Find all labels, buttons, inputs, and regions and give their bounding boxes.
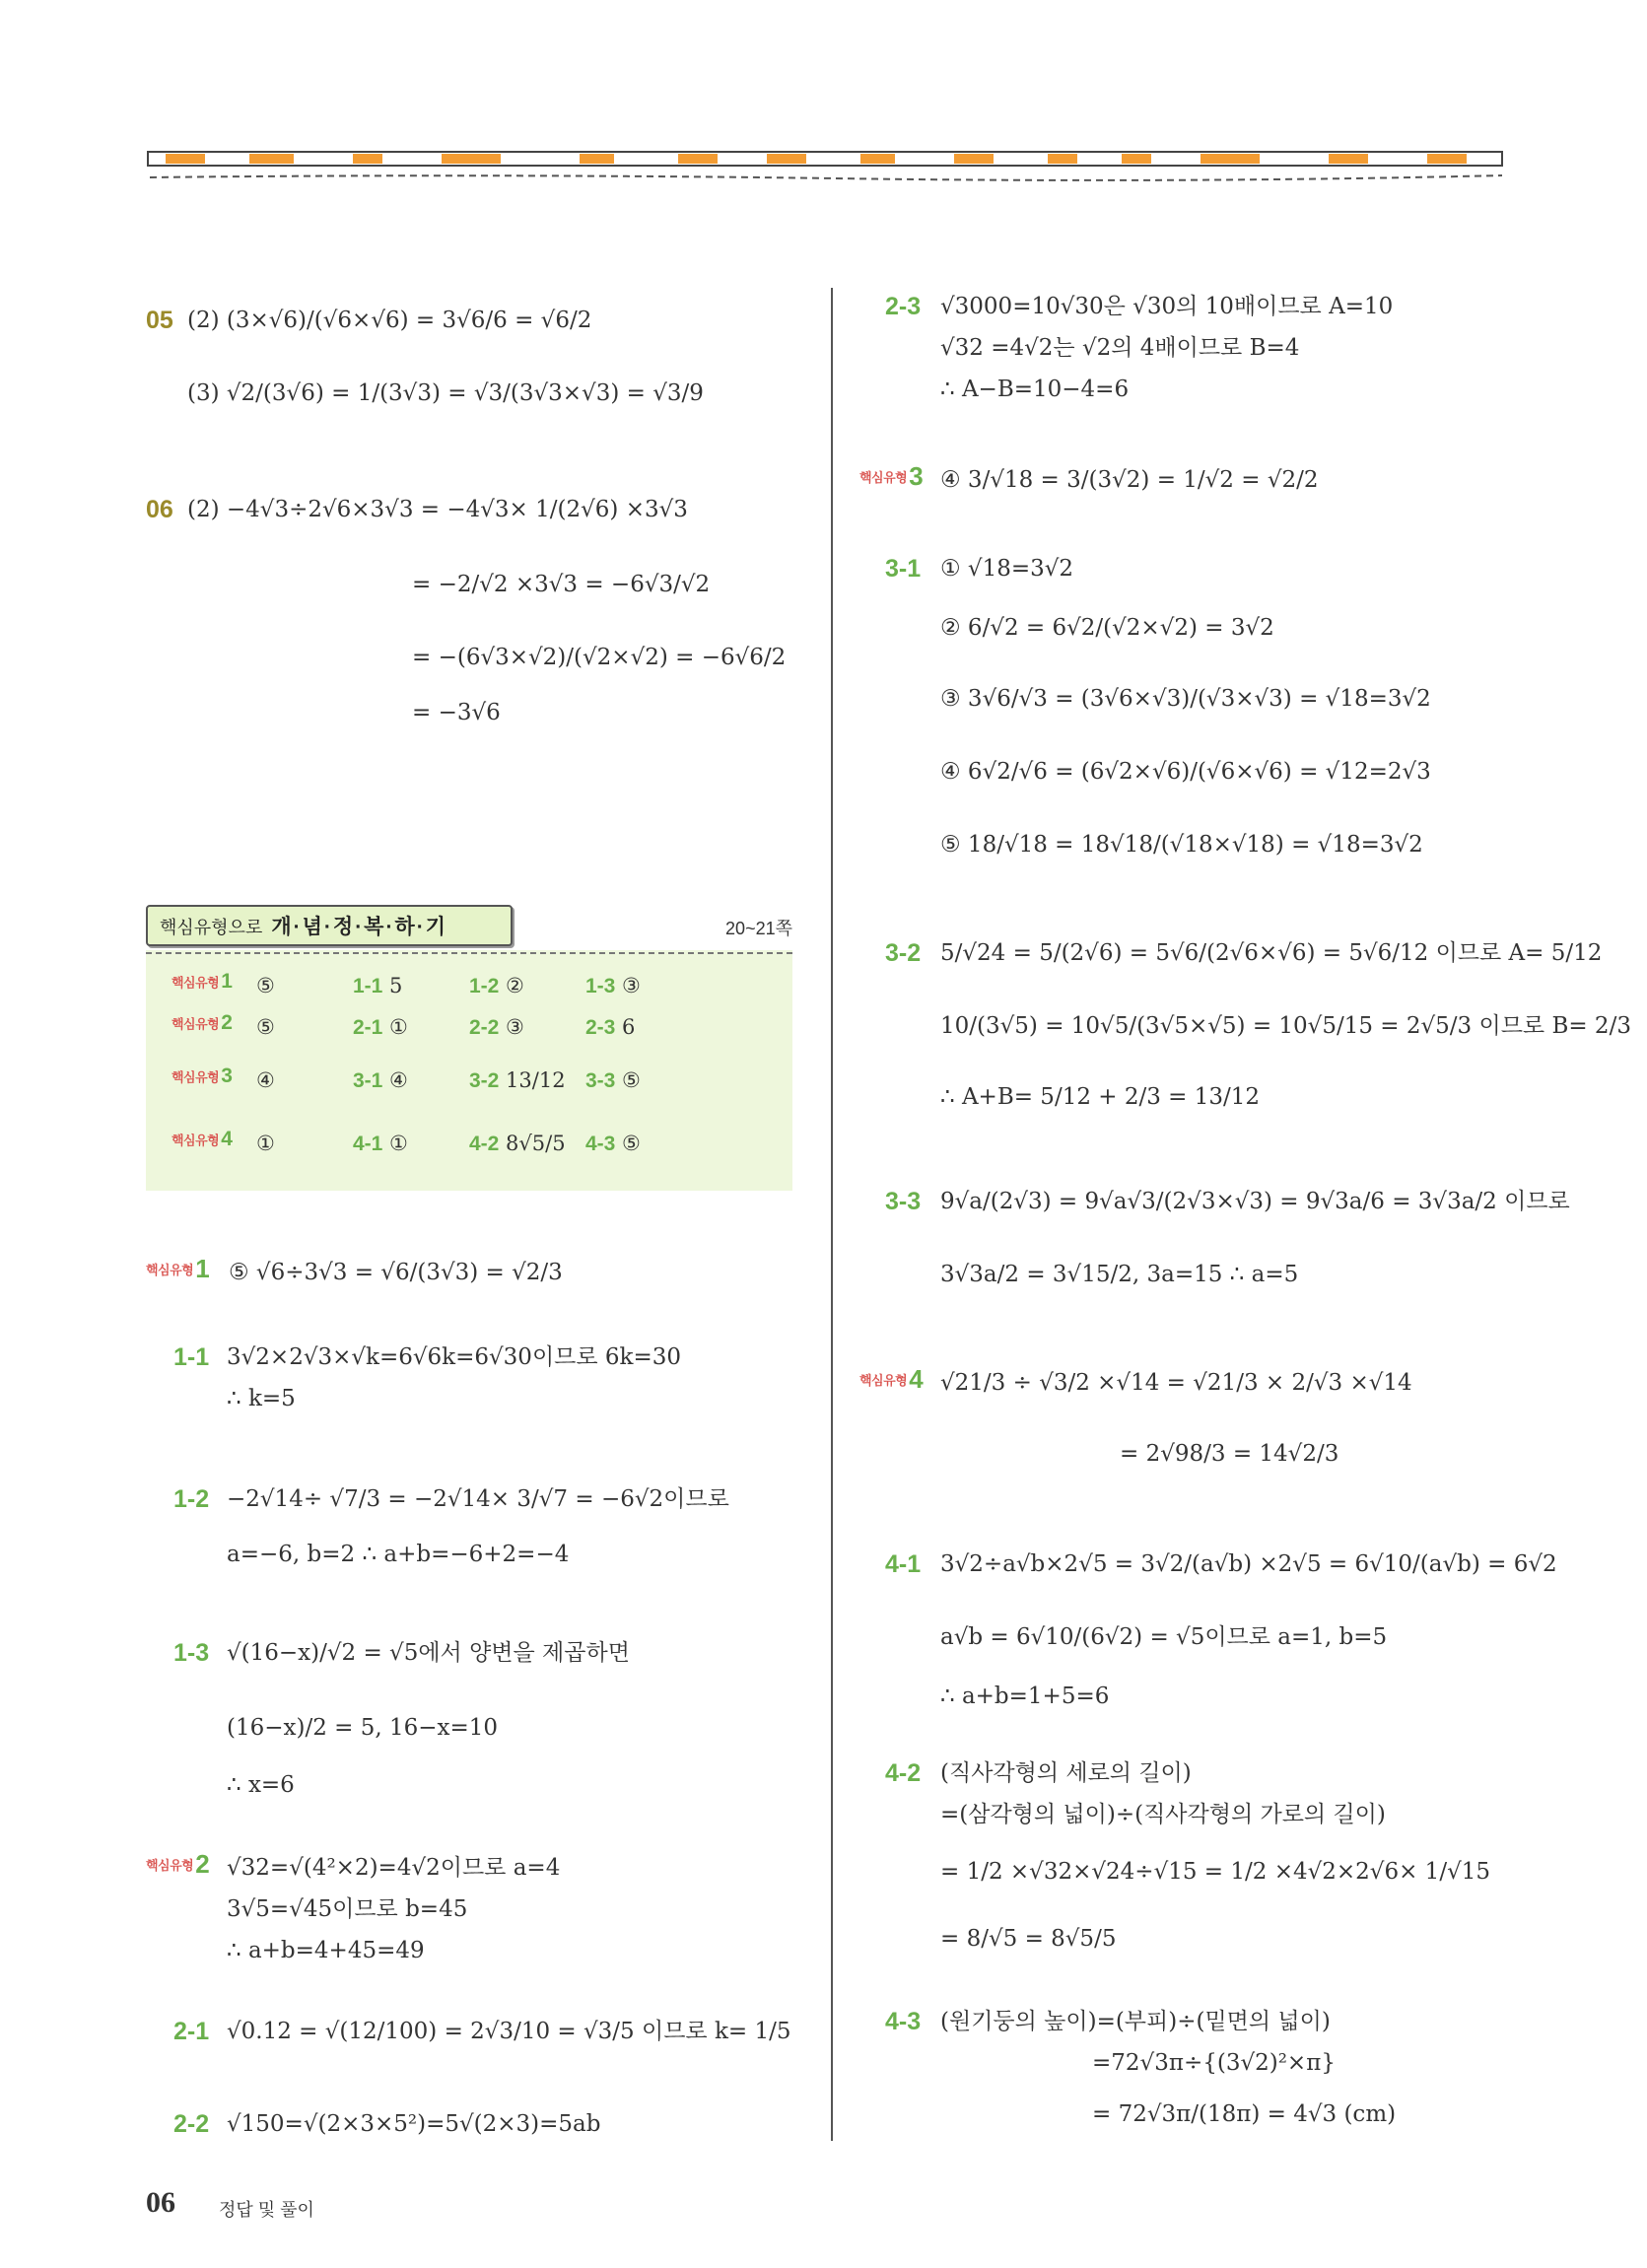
summary-dash-divider <box>146 952 792 954</box>
problem-3-2-label: 3-2 <box>885 939 922 967</box>
summary-cell: 4-2 8√5/5 <box>469 1132 566 1155</box>
summary-cell: 2-1 ① <box>353 1015 408 1039</box>
problem-1-1-line: ∴ k=5 <box>227 1386 296 1411</box>
problem-3-3-line: 9√a/(2√3) = 9√a√3/(2√3×√3) = 9√3a/6 = 3√3a/2 이므로 <box>940 1189 1570 1214</box>
problem-3-1-line: ⑤ 18/√18 = 18√18/(√18×√18) = √18=3√2 <box>940 832 1423 858</box>
problem-4-1-line: a√b = 6√10/(6√2) = √5이므로 a=1, b=5 <box>940 1624 1388 1650</box>
problem-2-1-label: 2-1 <box>173 2018 210 2045</box>
problem-4-2-line: =(삼각형의 넓이)÷(직사각형의 가로의 길이) <box>940 1802 1386 1827</box>
problem-3-2-line: 5/√24 = 5/(2√6) = 5√6/(2√6×√6) = 5√6/12 이므로 A= 5/12 <box>940 940 1603 966</box>
summary-cell: 3-1 ④ <box>353 1068 408 1092</box>
problem-1-3-line: √(16−x)/√2 = √5에서 양변을 제곱하면 <box>227 1640 630 1666</box>
problem-3-1-line: ④ 6√2/√6 = (6√2×√6)/(√6×√6) = √12=2√3 <box>940 759 1431 785</box>
summary-row-tag: 핵심유형1 <box>172 970 233 993</box>
core-type-4-tag: 핵심유형4 <box>859 1364 924 1394</box>
problem-4-2-label: 4-2 <box>885 1759 922 1787</box>
summary-title <box>146 905 513 946</box>
summary-cell: 1-2 ② <box>469 974 524 997</box>
problem-1-2-label: 1-2 <box>173 1485 210 1513</box>
summary-cell: 1-3 ③ <box>585 974 641 997</box>
summary-cell: 4-1 ① <box>353 1132 408 1155</box>
problem-1-1-label: 1-1 <box>173 1343 210 1371</box>
problem-3-1-line: ② 6/√2 = 6√2/(√2×√2) = 3√2 <box>940 615 1274 641</box>
core-1-line: ⑤ √6÷3√3 = √6/(3√3) = √2/3 <box>229 1260 563 1285</box>
footer-title: 정답 및 풀이 <box>219 2200 314 2220</box>
problem-4-1-line: ∴ a+b=1+5=6 <box>940 1684 1110 1709</box>
summary-answer-panel <box>146 905 792 1191</box>
problem-06-line: = −(6√3×√2)/(√2×√2) = −6√6/2 <box>412 645 787 670</box>
core-4-line: = 2√98/3 = 14√2/3 <box>1120 1441 1339 1467</box>
core-2-line: √32=√(4²×2)=4√2이므로 a=4 <box>227 1855 561 1881</box>
problem-1-1-line: 3√2×2√3×√k=6√6k=6√30이므로 6k=30 <box>227 1344 682 1370</box>
problem-4-2-line: (직사각형의 세로의 길이) <box>940 1760 1192 1786</box>
problem-2-3-label: 2-3 <box>885 293 922 320</box>
problem-4-3-line: = 72√3π/(18π) = 4√3 (cm) <box>1092 2101 1397 2127</box>
problem-3-2-line: 10/(3√5) = 10√5/(3√5×√5) = 10√5/15 = 2√5/3 이므로 B= 2/3 <box>940 1013 1631 1039</box>
problem-2-1-line: √0.12 = √(12/100) = 2√3/10 = √3/5 이므로 k= 1/5 <box>227 2019 791 2044</box>
summary-answer: ④ <box>256 1068 275 1092</box>
problem-2-3-line: √3000=10√30은 √30의 10배이므로 A=10 <box>940 294 1394 319</box>
problem-1-3-line: (16−x)/2 = 5, 16−x=10 <box>227 1715 499 1741</box>
problem-1-3-label: 1-3 <box>173 1639 210 1667</box>
problem-3-3-line: 3√3a/2 = 3√15/2, 3a=15 ∴ a=5 <box>940 1262 1299 1287</box>
core-3-line: ④ 3/√18 = 3/(3√2) = 1/√2 = √2/2 <box>940 467 1319 493</box>
problem-3-2-line: ∴ A+B= 5/12 + 2/3 = 13/12 <box>940 1084 1261 1110</box>
core-2-line: 3√5=√45이므로 b=45 <box>227 1896 468 1922</box>
summary-answer: ⑤ <box>256 1015 275 1039</box>
problem-3-1-label: 3-1 <box>885 555 922 583</box>
problem-05-line: (3) √2/(3√6) = 1/(3√3) = √3/(3√3×√3) = √3/9 <box>187 380 704 406</box>
summary-row-tag: 핵심유형4 <box>172 1128 233 1150</box>
problem-4-3-line: (원기둥의 높이)=(부피)÷(밑면의 넓이) <box>940 2009 1331 2034</box>
summary-title-main: 개·념·정·복·하·기 <box>271 916 448 938</box>
ruler-strip-decoration-icon <box>146 146 1506 189</box>
problem-4-1-line: 3√2÷a√b×2√5 = 3√2/(a√b) ×2√5 = 6√10/(a√b) = 6√2 <box>940 1551 1557 1577</box>
page-number: 06 <box>146 2186 175 2219</box>
problem-3-1-line: ③ 3√6/√3 = (3√6×√3)/(√3×√3) = √18=3√2 <box>940 686 1431 712</box>
problem-1-2-line: a=−6, b=2 ∴ a+b=−6+2=−4 <box>227 1542 570 1567</box>
problem-4-3-line: =72√3π÷{(3√2)²×π} <box>1092 2050 1336 2076</box>
problem-06-line: (2) −4√3÷2√6×3√3 = −4√3× 1/(2√6) ×3√3 <box>187 497 688 522</box>
problem-4-3-label: 4-3 <box>885 2008 922 2035</box>
summary-cell: 3-3 ⑤ <box>585 1068 641 1092</box>
summary-cell: 1-1 5 <box>353 974 403 997</box>
problem-3-1-line: ① √18=3√2 <box>940 556 1074 582</box>
problem-06-line: = −2/√2 ×3√3 = −6√3/√2 <box>412 572 711 597</box>
problem-4-2-line: = 1/2 ×√32×√24÷√15 = 1/2 ×4√2×2√6× 1/√15 <box>940 1859 1490 1885</box>
problem-05-line: (2) (3×√6)/(√6×√6) = 3√6/6 = √6/2 <box>187 308 592 333</box>
problem-2-3-line: ∴ A−B=10−4=6 <box>940 377 1130 402</box>
problem-05-label: 05 <box>146 307 173 334</box>
summary-row-tag: 핵심유형3 <box>172 1065 233 1087</box>
summary-page-range: 20~21쪽 <box>725 919 792 938</box>
problem-1-2-line: −2√14÷ √7/3 = −2√14× 3/√7 = −6√2이므로 <box>227 1486 729 1512</box>
problem-06-line: = −3√6 <box>412 700 501 725</box>
problem-06-label: 06 <box>146 496 173 523</box>
summary-answer: ① <box>256 1132 275 1155</box>
summary-title-prefix: 핵심유형으로 <box>160 918 263 937</box>
column-divider <box>831 288 833 2141</box>
problem-4-1-label: 4-1 <box>885 1550 922 1578</box>
problem-4-2-line: = 8/√5 = 8√5/5 <box>940 1926 1117 1952</box>
core-type-1-tag: 핵심유형1 <box>146 1254 210 1283</box>
core-2-line: ∴ a+b=4+45=49 <box>227 1938 425 1963</box>
summary-answer: ⑤ <box>256 974 275 997</box>
summary-cell: 2-3 6 <box>585 1015 636 1039</box>
problem-2-2-label: 2-2 <box>173 2110 210 2138</box>
core-type-3-tag: 핵심유형3 <box>859 461 924 491</box>
summary-cell: 2-2 ③ <box>469 1015 524 1039</box>
summary-row-tag: 핵심유형2 <box>172 1011 233 1034</box>
core-type-2-tag: 핵심유형2 <box>146 1849 210 1879</box>
problem-2-3-line: √32 =4√2는 √2의 4배이므로 B=4 <box>940 335 1300 361</box>
problem-1-3-line: ∴ x=6 <box>227 1772 295 1798</box>
summary-cell: 4-3 ⑤ <box>585 1132 641 1155</box>
core-4-line: √21/3 ÷ √3/2 ×√14 = √21/3 × 2/√3 ×√14 <box>940 1370 1412 1396</box>
problem-2-2-line: √150=√(2×3×5²)=5√(2×3)=5ab <box>227 2111 601 2137</box>
summary-cell: 3-2 13/12 <box>469 1068 566 1092</box>
problem-3-3-label: 3-3 <box>885 1188 922 1215</box>
